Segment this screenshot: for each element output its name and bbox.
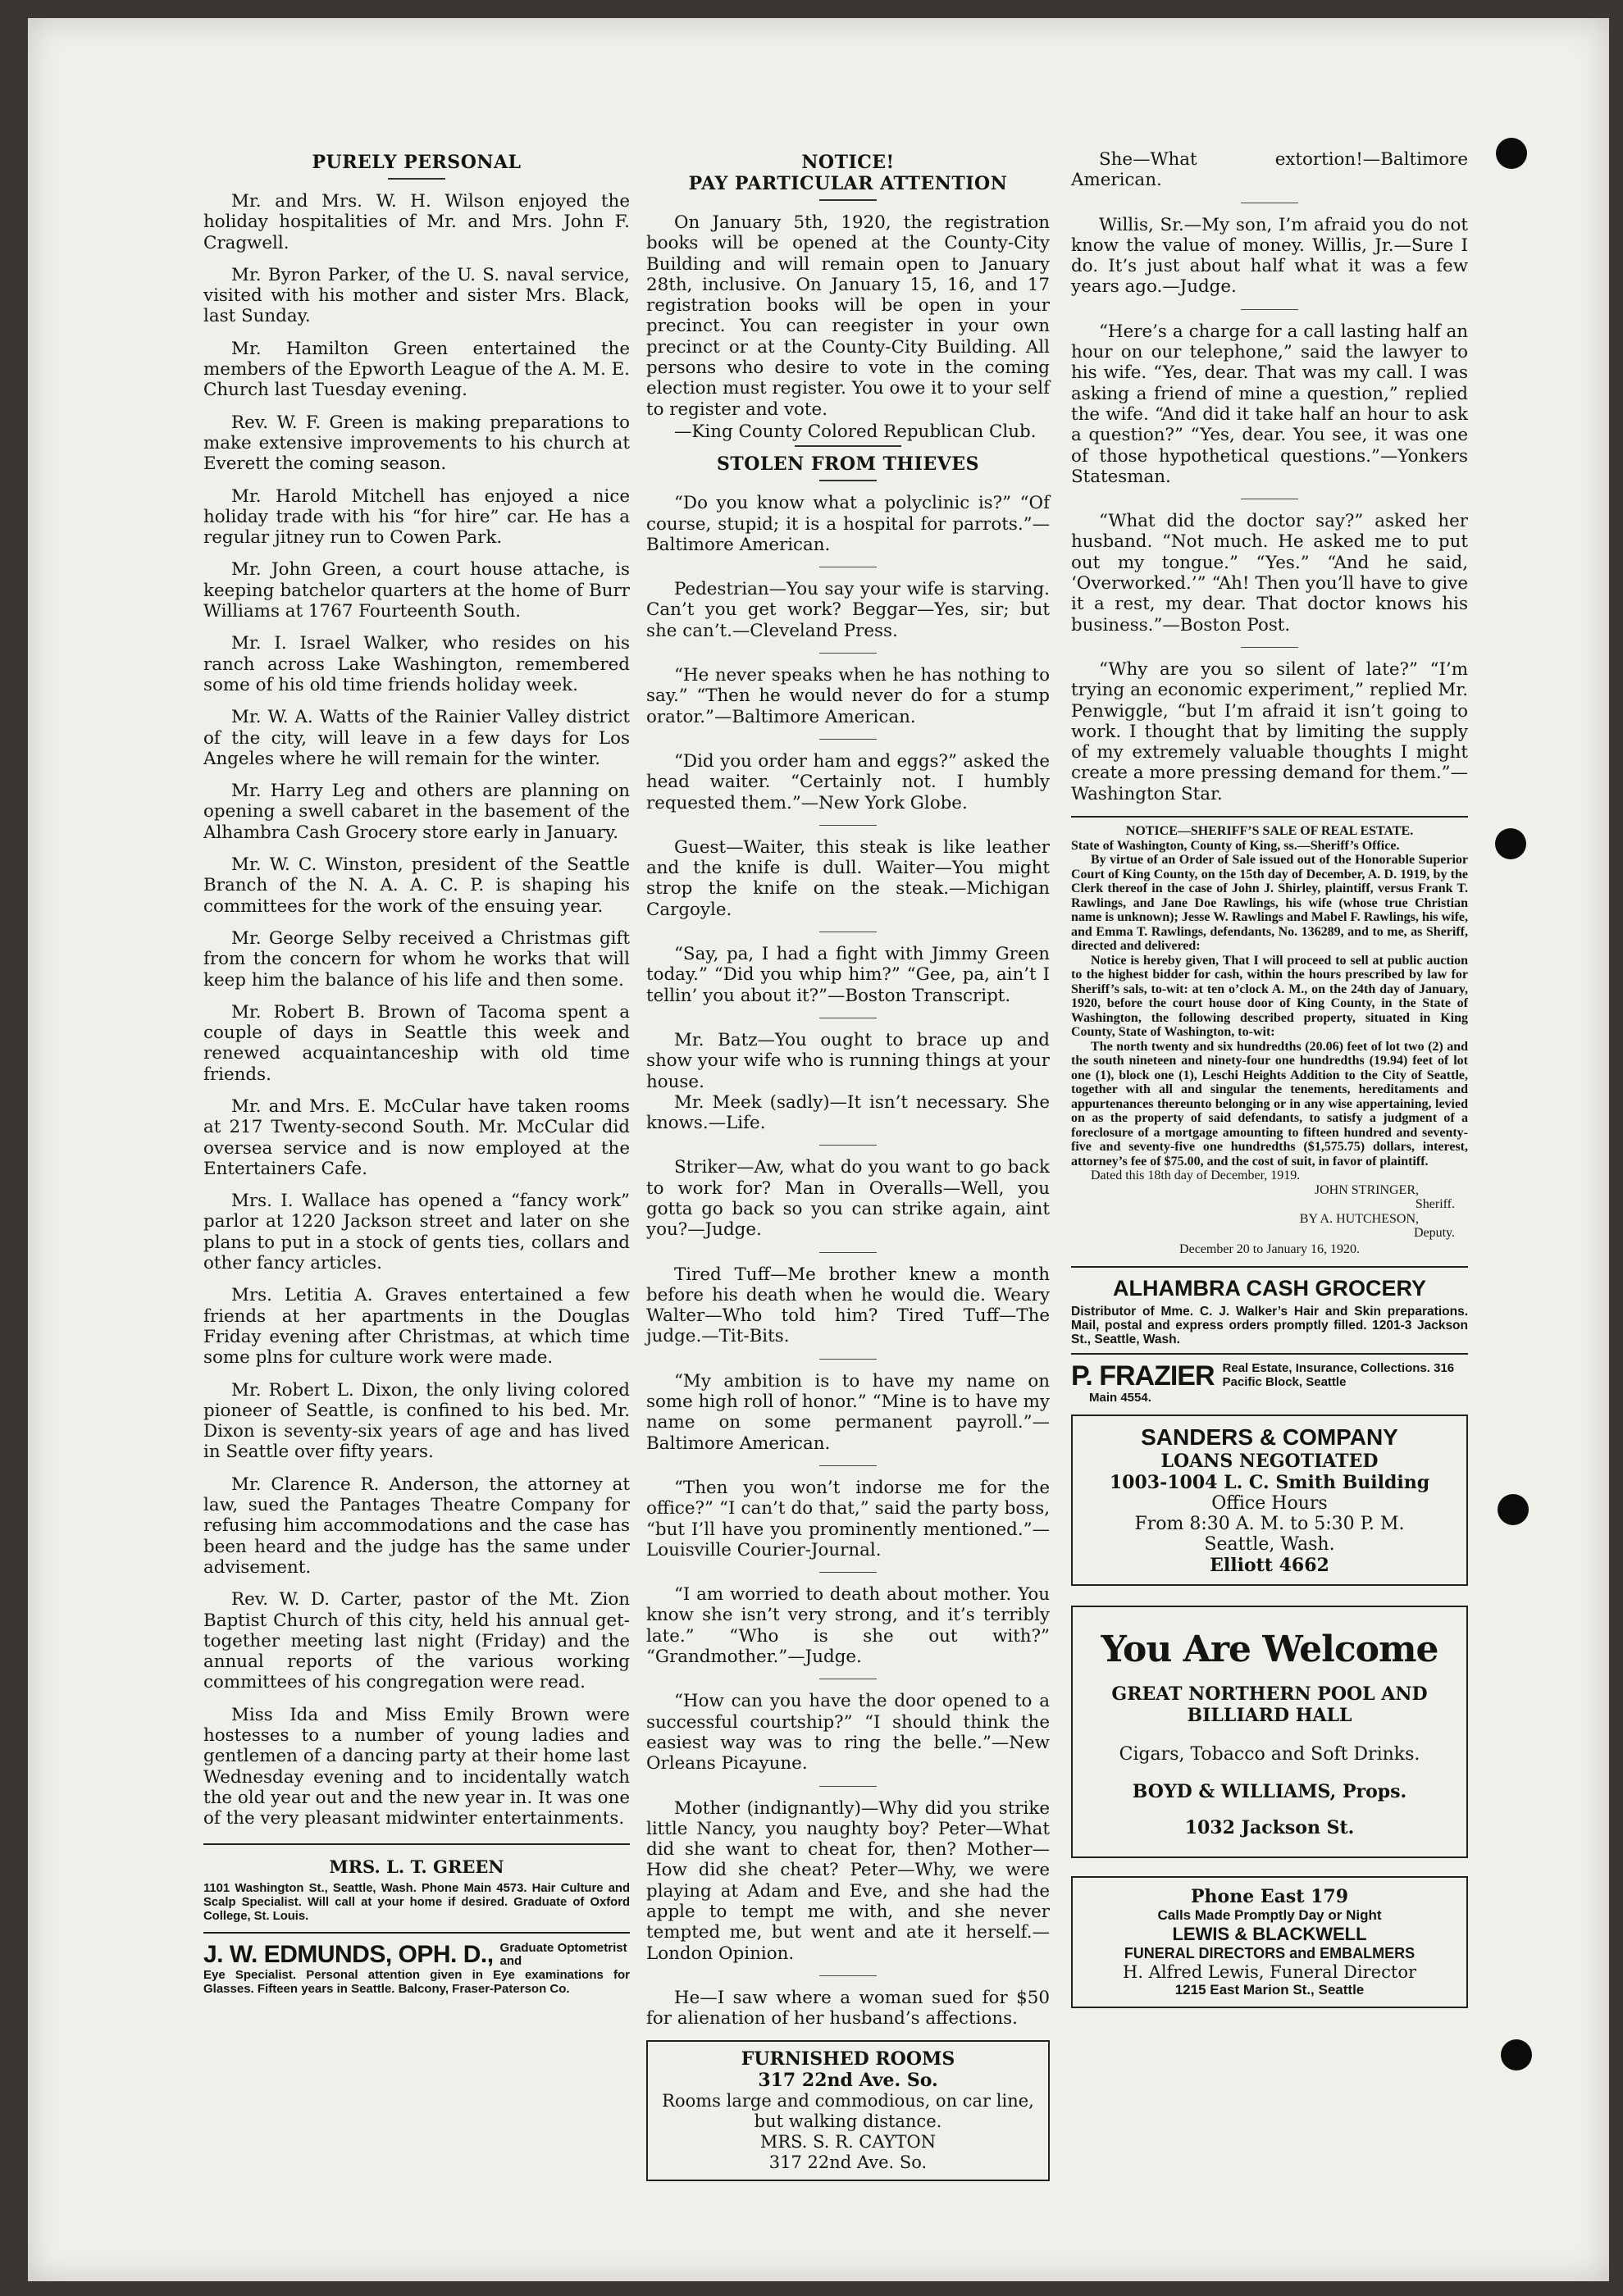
welcome-line-3: Cigars, Tobacco and Soft Drinks. [1119, 1744, 1420, 1765]
joke-separator [1241, 309, 1298, 310]
edmunds-ad [203, 1942, 630, 1996]
sheriff-subtitle: State of Washington, County of King, ss.—Sheriff’s Office. [1071, 838, 1400, 853]
pool-hall-ad [1071, 1606, 1468, 1858]
punch-hole [1501, 2039, 1532, 2070]
personal-item: Mr. Byron Parker, of the U. S. naval service, visited with his mother and sister Mrs. Black, last Sunday. [203, 264, 630, 327]
green-ad-body: 1101 Washington St., Seattle, Wash. Phone Main 4573. Hair Culture and Scalp Specialist. Will call at your home if desired. Graduate of Oxford College, St. Louis. [203, 1882, 630, 1924]
punch-hole [1495, 828, 1526, 859]
personal-item: Miss Ida and Miss Emily Brown were hostesses to a number of young ladies and gentlemen of a dancing party at their home last Wednesday evening and to incidentally watch the old year out and the new year in. It was one of the very pleasant midwinter entertainments. [203, 1704, 630, 1829]
personal-item: Mrs. Letitia A. Graves entertained a few friends at her apartments in the Douglas Friday evening after Christmas, at which time some plns for culture work were made. [203, 1285, 630, 1369]
frazier-name: P. FRAZIER [1071, 1360, 1215, 1392]
joke-separator [1241, 647, 1298, 648]
joke-item: “Here’s a charge for a call lasting half an hour on our telephone,” said the lawyer to his wife. “Yes, dear. That was my call. I was asking a friend of mine a question,” replied the wife. “And did it take half an hour to ask a question?” “Yes, dear. You see, it was one of those hypothetical questions.”—Yonkers Statesman. [1071, 321, 1468, 487]
notice-signature: —King County Colored Republican Club. [674, 421, 1037, 442]
jokes-list [646, 493, 1050, 2029]
personal-item: Rev. W. D. Carter, pastor of the Mt. Zion Baptist Church of this city, held his annual get-together meeting last night (Friday) and the annual reports of the various working committees of his congregation were read. [203, 1589, 630, 1693]
joke-separator [819, 1465, 877, 1466]
frazier-phone: Main 4554. [1089, 1391, 1151, 1405]
sheriff-dated: Dated this 18th day of December, 1919. [1091, 1168, 1301, 1183]
joke-separator [819, 739, 877, 740]
sheriff-para-2: Notice is hereby given, That I will proceed to sell at public auction to the highest bidder for cash, within the hours prescribed by law for Sheriff’s sals, to-wit: at ten o’clock A. M., on the 24th day of January, 1920, before the court house door of King County, in the State of Washington, the following described property, situated in King County, State of Washington, to-wit: [1071, 953, 1468, 1040]
welcome-line-2: BILLIARD HALL [1187, 1705, 1352, 1727]
personal-items [203, 191, 630, 1829]
sanders-line-5: Seattle, Wash. [1204, 1534, 1335, 1556]
joke-item: “Then you won’t indorse me for the office?” “I can’t do that,” said the party boss, “but I’ll have you prominently mentioned.”—Louisville Courier-Journal. [646, 1477, 1050, 1560]
personal-item: Mr. W. A. Watts of the Rainier Valley district of the city, will leave in a few days for Los Angeles where he will remain for the winter. [203, 707, 630, 769]
column-divider [1071, 1353, 1468, 1355]
personal-item: Mr. Hamilton Green entertained the members of the Epworth League of the A. M. E. Church last Tuesday evening. [203, 338, 630, 401]
heading-rule [819, 199, 877, 201]
joke-item: “I am worried to death about mother. You know she isn’t very strong, and it’s terribly late.” “Who is she out with?” “Grandmother.”—Judge. [646, 1584, 1050, 1668]
joke-item: Guest—Waiter, this steak is like leather and the knife is dull. Waiter—You might strop the knife on the steak.—Michigan Cargoyle. [646, 836, 1050, 920]
frazier-ad [1071, 1361, 1468, 1405]
joke-item: Mother (indignantly)—Why did you strike little Nancy, you naughty boy? Peter—What did she want to cheat for, then? Mother—How did she cheat? Peter—Why, we were playing at Adam and Eve, and she had the apple to tempt me with, and she never tempted me, but went and ate it herself.—London Opinion. [646, 1797, 1050, 1964]
joke-separator [819, 653, 877, 654]
joke-item: Mr. Batz—You ought to brace up and show your wife who is running things at your house. [646, 1029, 1050, 1092]
joke-separator [819, 825, 877, 826]
green-ad [203, 1856, 630, 1924]
lewis-line-3: FUNERAL DIRECTORS and EMBALMERS [1124, 1945, 1416, 1962]
sanders-line-4: From 8:30 A. M. to 5:30 P. M. [1134, 1514, 1405, 1535]
personal-item: Mr. I. Israel Walker, who resides on his ranch across Lake Washington, remembered some of his old time friends holiday week. [203, 633, 630, 695]
joke-item: “How can you have the door opened to a successful courtship?” “I should think the easiest way was to ring the belle.”—New Orleans Picayune. [646, 1691, 1050, 1774]
welcome-line-1: GREAT NORTHERN POOL AND [1111, 1683, 1428, 1706]
personal-item: Mr. George Selby received a Christmas gift from the concern for whom he works that will keep him the balance of his life and then some. [203, 927, 630, 991]
alhambra-title: ALHAMBRA CASH GROCERY [1113, 1276, 1426, 1301]
rooms-ad-address: 317 22nd Ave. So. [758, 2070, 938, 2092]
joke-item: “What did the doctor say?” asked her husband. “Not much. He asked me to put out my tongue.” “Yes.” “And he said, ‘Overworked.’” “Ah! Then you’ll have to give it a rest, my dear. That doctor knows his business.”—Boston Post. [1071, 511, 1468, 636]
deputy-title: Deputy. [1413, 1226, 1455, 1241]
lewis-blackwell-ad [1071, 1876, 1468, 2008]
lewis-line-4: H. Alfred Lewis, Funeral Director [1123, 1962, 1416, 1983]
column-purely-personal [203, 135, 630, 1996]
joke-separator [819, 1359, 877, 1360]
heading-rule [388, 178, 445, 180]
sanders-phone: Elliott 4662 [1210, 1555, 1329, 1577]
sheriff-run-dates: December 20 to January 16, 1920. [1179, 1241, 1360, 1256]
rooms-ad-title: FURNISHED ROOMS [741, 2048, 955, 2070]
joke-item: Pedestrian—You say your wife is starving. Can’t you get work? Beggar—Yes, sir; but she can’t.—Cleveland Press. [646, 579, 1050, 641]
edmunds-ad-body: Eye Specialist. Personal attention given in Eye examinations for Glasses. Fifteen years in Seattle. Balcony, Fraser-Paterson Co. [203, 1968, 630, 1997]
lewis-phone: Phone East 179 [1190, 1886, 1349, 1908]
sanders-ad [1071, 1414, 1468, 1586]
edmunds-ad-name: J. W. EDMUNDS, OPH. D., [203, 1941, 494, 1969]
joke-separator [819, 1975, 877, 1976]
punch-hole [1498, 1494, 1529, 1525]
joke-item: Mr. Meek (sadly)—It isn’t necessary. She knows.—Life. [646, 1091, 1050, 1134]
section-rule [795, 445, 901, 447]
rooms-ad-body: Rooms large and commodious, on car line, but walking distance. [662, 2091, 1034, 2132]
column-divider [203, 1932, 630, 1934]
sheriff-para-3: The north twenty and six hundredths (20.06) feet of lot two (2) and the south nineteen and ninety-four one hundredths (19.94) feet of lot one (1), block one (1), Leschi Heights Addition to the City of Seattle, together with all and singular the tenements, hereditaments and appurtenances thereunto belonging or in any wise appertaining, levied on as the property of said defendants, to satisfy a judgment of a foreclosure of a mortgage amounting to fifteen hundred and seventy-five and seventy-five one hundredths ($1,575.75) dollars, interest, attorney’s fee of $75.00, and the cost of suit, in favor of plaintiff. [1071, 1039, 1468, 1168]
welcome-line-5: 1032 Jackson St. [1184, 1817, 1355, 1839]
joke-item: “My ambition is to have my name on some high roll of honor.” “Mine is to have my name on some permanent payroll.”—Baltimore American. [646, 1370, 1050, 1454]
joke-item: “Why are you so silent of late?” “I’m trying an economic experiment,” replied Mr. Penwiggle, “but I’m afraid it isn’t going to work. I thought that by limiting the supply of my extremely valuable thoughts I might create a more pressing demand for them.”—Washington Star. [1071, 658, 1468, 804]
alhambra-body: Distributor of Mme. C. J. Walker’s Hair and Skin preparations. Mail, postal and express orders promptly filled. 1201-3 Jackson St., Seattle, Wash. [1071, 1305, 1468, 1347]
edmunds-ad-side: Graduate Optometrist and [499, 1941, 627, 1969]
sanders-line-1: LOANS NEGOTIATED [1160, 1451, 1379, 1473]
deputy-name: BY A. HUTCHESON, [1299, 1211, 1419, 1226]
personal-item: Mr. W. C. Winston, president of the Seattle Branch of the N. A. A. C. P. is shaping his committees for the work of the ensuing year. [203, 854, 630, 917]
jokes-list-continued [1071, 149, 1468, 804]
joke-item: She—What extortion!—Baltimore American. [1071, 149, 1468, 191]
sanders-line-2: 1003-1004 L. C. Smith Building [1109, 1472, 1430, 1494]
joke-separator [819, 1572, 877, 1573]
personal-item: Mr. Harry Leg and others are planning on opening a swell cabaret in the basement of the Alhambra Cash Grocery store early in January. [203, 781, 630, 843]
joke-item: He—I saw where a woman sued for $50 for alienation of her husband’s affections. [646, 1987, 1050, 2029]
sheriff-signature-title: Sheriff. [1415, 1197, 1455, 1212]
joke-separator [819, 1786, 877, 1787]
joke-item: “Do you know what a polyclinic is?” “Of course, stupid; it is a hospital for parrots.”—Baltimore American. [646, 493, 1050, 555]
joke-item: “Did you order ham and eggs?” asked the head waiter. “Certainly not. I humbly requested them.”—New York Globe. [646, 750, 1050, 813]
sheriff-notice [1071, 824, 1468, 1256]
personal-item: Mr. Robert L. Dixon, the only living colored pioneer of Seattle, is confined to his bed. Mr. Dixon is seventy-six years of age and has lived in Seattle over fifty years. [203, 1379, 630, 1463]
joke-item: “Say, pa, I had a fight with Jimmy Green today.” “Did you whip him?” “Gee, pa, ain’t I tellin’ you about it?”—Boston Transcript. [646, 944, 1050, 1006]
alhambra-ad [1071, 1276, 1468, 1346]
heading-rule [819, 480, 877, 481]
notice-subtitle: PAY PARTICULAR ATTENTION [688, 173, 1008, 194]
personal-item: Mr. and Mrs. E. McCular have taken rooms at 217 Twenty-second South. Mr. McCular did oversea service and is now employed at the Entertainers Cafe. [203, 1096, 630, 1179]
sheriff-title: NOTICE—SHERIFF’S SALE OF REAL ESTATE. [1125, 824, 1414, 839]
column-divider [1071, 816, 1468, 818]
notice-body: On January 5th, 1920, the registration books will be opened at the County-City Building and will remain open to January 28th, inclusive. On January 15, 16, and 17 registration books will be open in your precinct. You can reegister in your own precinct or at the County-City Building. All persons who desire to vote in the coming election must register. You owe it to your self to register and vote. [646, 212, 1050, 420]
personal-item: Rev. W. F. Green is making preparations to make extensive improvements to his church at Everett the coming season. [203, 412, 630, 475]
lewis-line-2: LEWIS & BLACKWELL [1172, 1924, 1367, 1945]
personal-item: Mrs. I. Wallace has opened a “fancy work” parlor at 1220 Jackson street and later on she plans to put in a stock of gents ties, collars and other fancy articles. [203, 1191, 630, 1274]
lewis-line-5: 1215 East Marion St., Seattle [1174, 1982, 1365, 1998]
column-notices-jokes [646, 135, 1050, 2189]
sanders-title: SANDERS & COMPANY [1141, 1424, 1398, 1451]
welcome-title: You Are Welcome [1101, 1629, 1438, 1671]
green-ad-title: MRS. L. T. GREEN [329, 1856, 504, 1878]
sheriff-para-1: By virtue of an Order of Sale issued out of the Honorable Superior Court of King County, on the 15th day of December, A. D. 1919, by the Clerk thereof in the case of John J. Shirley, plaintiff, versus Frank T. Rawlings, and Jane Doe Rawlings, his wife (whose true Christian name is unknown); Jesse W. Rawlings and Mabel F. Rawlings, his wife, and Emma T. Rawlings, defendants, No. 136289, and to me, as Sheriff, directed and delivered: [1071, 853, 1468, 954]
sanders-line-3: Office Hours [1211, 1493, 1328, 1515]
notice-title: NOTICE! [801, 152, 895, 173]
personal-item: Mr. Clarence R. Anderson, the attorney at law, sued the Pantages Theatre Company for refusing him accommodations and the case has been heard and the judge has the same under advisement. [203, 1474, 630, 1578]
lewis-line-1: Calls Made Promptly Day or Night [1157, 1907, 1382, 1924]
column-divider [203, 1843, 630, 1845]
rooms-ad-address2: 317 22nd Ave. So. [768, 2152, 928, 2173]
column-jokes-ads [1071, 149, 1468, 2016]
joke-item: Willis, Sr.—My son, I’m afraid you do not know the value of money. Willis, Jr.—Sure I do. It’s just about half what it was a few years ago.—Judge. [1071, 214, 1468, 298]
joke-item: “He never speaks when he has nothing to say.” “Then he would never do for a stump orator.”—Baltimore American. [646, 665, 1050, 727]
frazier-body: Real Estate, Insurance, Collections. 316 Pacific Block, Seattle [1222, 1361, 1455, 1390]
joke-separator [819, 1252, 877, 1253]
welcome-line-4: BOYD & WILLIAMS, Props. [1132, 1781, 1407, 1803]
personal-item: Mr. Robert B. Brown of Tacoma spent a couple of days in Seattle this week and renewed acquaintanceship with old time friends. [203, 1001, 630, 1085]
furnished-rooms-ad [646, 2040, 1050, 2181]
rooms-ad-name: MRS. S. R. CAYTON [759, 2132, 937, 2152]
sheriff-signature-name: JOHN STRINGER, [1314, 1182, 1419, 1197]
joke-item: Striker—Aw, what do you want to go back to work for? Man in Overalls—Well, you gotta go back so you can strike again, aint you?—Judge. [646, 1157, 1050, 1241]
joke-item: Tired Tuff—Me brother knew a month before his death when he would die. Weary Walter—Who told him? Tired Tuff—The judge.—Tit-Bits. [646, 1264, 1050, 1347]
section-heading: PURELY PERSONAL [312, 152, 522, 173]
punch-hole [1496, 138, 1527, 169]
joke-separator [819, 1145, 877, 1146]
column-divider [1071, 1266, 1468, 1268]
stolen-heading: STOLEN FROM THIEVES [717, 453, 979, 476]
personal-item: Mr. John Green, a court house attache, is keeping batchelor quarters at the home of Burr Williams at 1767 Fourteenth South. [203, 559, 630, 622]
personal-item: Mr. Harold Mitchell has enjoyed a nice holiday trade with his “for hire” car. He has a regular jitney run to Cowen Park. [203, 485, 630, 549]
personal-item: Mr. and Mrs. W. H. Wilson enjoyed the holiday hospitalities of Mr. and Mrs. John F. Cragwell. [203, 191, 630, 253]
